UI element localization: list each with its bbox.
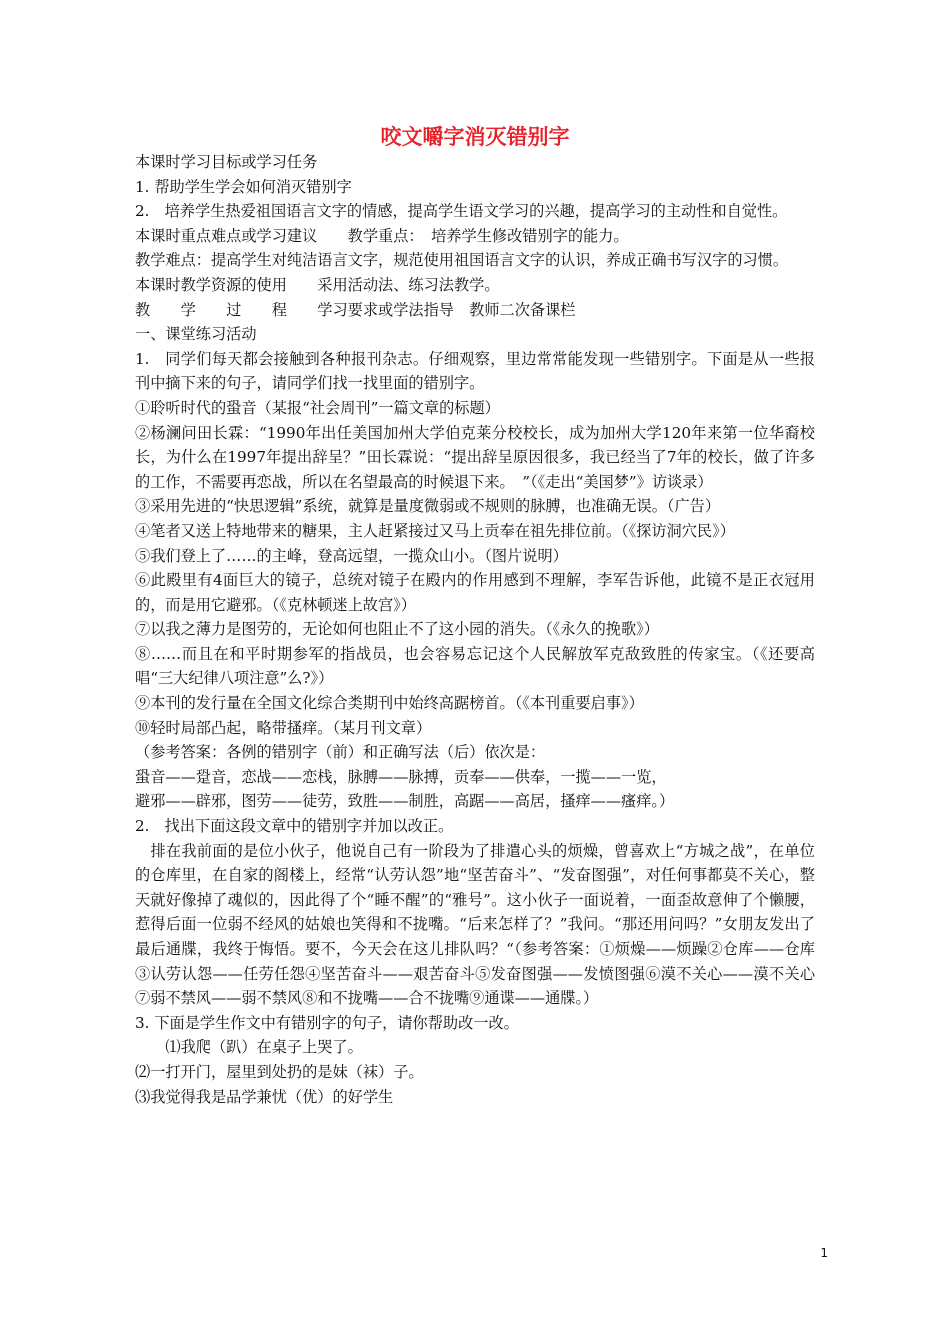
example-item: ⑦以我之薄力是图劳的，无论如何也阻止不了这小园的消失。（《永久的挽歌》） xyxy=(135,620,659,639)
text-line: 本课时教学资源的使用 采用活动法、练习法教学。 xyxy=(135,275,500,294)
example-item: ③采用先进的“快思逻辑”系统，就算是量度微弱或不规则的脉膊，也准确无误。（广告） xyxy=(135,497,721,516)
example-item: ①聆听时代的蛩音（某报“社会周刊”一篇文章的标题） xyxy=(135,398,500,417)
example-item: ⑨本刊的发行量在全国文化综合类期刊中始终高踞榜首。（《本刊重要启事》） xyxy=(135,694,644,713)
passage-text: 排在我前面的是位小伙子，他说自己有一阶段为了排遣心头的烦燥，曾喜欢上“方城之战”，在单位的仓库里，在自家的阁楼上，经常“认劳认怨”地“坚苦奋斗”、“发奋图强”，对任何事都莫不关心，整天就好像掉了魂似的，因此得了个“睡不醒”的“雅号”。这小伙子一面说着，一面歪故意伸了个懒腰，惹得后面一位弱不经风的姑娘也笑得和不拢嘴。“后来怎样了？”我问。“那还用问吗？”女朋友发出了最后通牒，我终于悔悟。要不，今天会在这儿排队吗？“（参考答案：①烦燥——烦躁②仓库——仓库③认劳认怨——任劳任怨④坚苦奋斗——艰苦奋斗⑤发奋图强——发愤图强⑥漠不关心——漠不关心⑦弱不禁风——弱不禁风⑧和不拢嘴——合不拢嘴⑨通谍——通牒。） xyxy=(135,841,815,1008)
example-item: ④笔者又送上特地带来的糖果，主人赶紧接过又马上贡奉在祖先排位前。（《探访洞穴民》） xyxy=(135,521,735,540)
text-line: 1. 帮助学生学会如何消灭错别字 xyxy=(135,177,352,196)
example-item: ⑵一打开门，屋里到处扔的是妹（袜）子。 xyxy=(135,1062,424,1081)
example-item: ⑩轻时局部凸起，略带搔痒。（某月刊文章） xyxy=(135,718,432,737)
answer-text: （参考答案：各例的错别字（前）和正确写法（后）依次是： xyxy=(135,743,546,762)
example-item: ⑥此殿里有4面巨大的镜子，总统对镜子在殿内的作用感到不理解，李军告诉他，此镜不是正衣冠用的，而是用它避邪。（《克林顿迷上故宫》） xyxy=(135,571,815,614)
text-line: 教学难点：提高学生对纯洁语言文字，规范使用祖国语言文字的认识，养成正确书写汉字的习惯。 xyxy=(135,251,789,270)
example-item: ②杨澜问田长霖：“1990年出任美国加州大学伯克莱分校校长，成为加州大学120年来第一位华裔校长，为什么在1997年提出辞呈？”田长霖说：“提出辞呈原因很多，我已经当了7年的校长，做了许多的工作，不需要再恋战，所以在名望最高的时候退下来。 ”（《走出“美国梦”》访谈录） xyxy=(135,423,815,491)
page-number: 1 xyxy=(820,1246,828,1260)
text-line: 本课时学习目标或学习任务 xyxy=(135,153,318,171)
section-heading: 一、课堂练习活动 xyxy=(135,325,257,344)
example-item: ⑤我们登上了……的主峰，登高远望，一揽众山小。（图片说明） xyxy=(135,546,568,565)
text-line: 本课时重点难点或学习建议 教学重点： 培养学生修改错别字的能力。 xyxy=(135,226,629,245)
example-item: ⑧……而且在和平时期参军的指战员，也会容易忘记这个人民解放军克敌致胜的传家宝。（《还要高唱“三大纪律八项注意”么?》） xyxy=(135,644,815,688)
answer-text: 避邪——辟邪，图劳——徒劳，致胜——制胜，高踞——高居，搔痒——瘙痒。） xyxy=(135,792,675,811)
answer-text: 蛩音——跫音，恋战——恋栈，脉膊——脉搏，贡奉——供奉，一揽——一览， xyxy=(135,767,667,786)
text-line: 3. 下面是学生作文中有错别字的句子，请你帮助改一改。 xyxy=(135,1013,519,1032)
example-item: ⑴我爬（趴）在桌子上哭了。 xyxy=(135,1038,363,1057)
text-line: 2. 找出下面这段文章中的错别字并加以改正。 xyxy=(135,817,454,836)
text-line: 2. 培养学生热爱祖国语言文字的情感，提高学生语文学习的兴趣，提高学习的主动性和自觉性。 xyxy=(135,202,788,221)
document-title: 咬文嚼字消灭错别字 xyxy=(380,125,570,149)
document-body xyxy=(135,150,815,1109)
text-line: 1. 同学们每天都会接触到各种报刊杂志。仔细观察，里边常常能发现一些错别字。下面是从一些报刊中摘下来的句子，请同学们找一找里面的错别字。 xyxy=(135,349,815,393)
text-line: 教 学 过 程 学习要求或学法指导 教师二次备课栏 xyxy=(135,300,576,319)
example-item: ⑶我觉得我是品学兼忧（优）的好学生 xyxy=(135,1087,394,1106)
